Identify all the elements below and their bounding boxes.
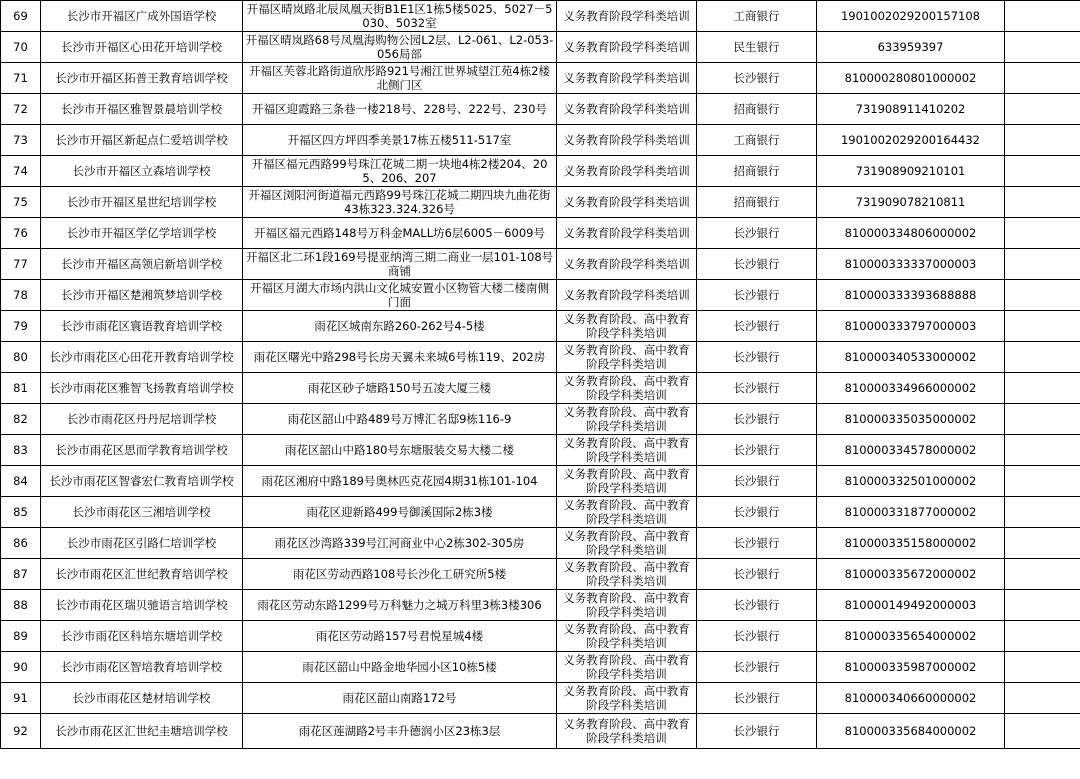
training-type-cell: 义务教育阶段学科类培训	[557, 156, 697, 187]
row-index-cell: 91	[1, 683, 41, 714]
row-index-cell: 81	[1, 373, 41, 404]
account-number-cell: 810000335654000002	[817, 621, 1005, 652]
row-index-cell: 70	[1, 32, 41, 63]
account-number-cell: 810000340533000002	[817, 342, 1005, 373]
school-name-cell: 长沙市雨花区丹丹尼培训学校	[41, 404, 243, 435]
row-index-cell: 75	[1, 187, 41, 218]
empty-cell	[1005, 621, 1080, 652]
training-type-cell: 义务教育阶段、高中教育阶段学科类培训	[557, 528, 697, 559]
table-row	[1, 63, 1080, 94]
address-cell: 雨花区砂子塘路150号五凌大厦三楼	[243, 373, 557, 404]
bank-cell: 工商银行	[697, 1, 817, 32]
table-row	[1, 466, 1080, 497]
account-number-cell: 633959397	[817, 32, 1005, 63]
bank-cell: 长沙银行	[697, 249, 817, 280]
account-number-cell: 731908911410202	[817, 94, 1005, 125]
bank-cell: 长沙银行	[697, 683, 817, 714]
school-name-cell: 长沙市开福区星世纪培训学校	[41, 187, 243, 218]
account-number-cell: 810000335672000002	[817, 559, 1005, 590]
school-name-cell: 长沙市雨花区汇世纪教育培训学校	[41, 559, 243, 590]
training-type-cell: 义务教育阶段学科类培训	[557, 125, 697, 156]
row-index-cell: 78	[1, 280, 41, 311]
empty-cell	[1005, 280, 1080, 311]
bank-cell: 长沙银行	[697, 280, 817, 311]
address-cell: 开福区月湖大市场内洪山文化城安置小区物管大楼二楼南侧门面	[243, 280, 557, 311]
bank-cell: 长沙银行	[697, 435, 817, 466]
address-cell: 雨花区韶山中路金地华园小区10栋5楼	[243, 652, 557, 683]
empty-cell	[1005, 311, 1080, 342]
address-cell: 开福区北二环1段169号提亚纳湾三期二商业一层101-108号商铺	[243, 249, 557, 280]
training-type-cell: 义务教育阶段学科类培训	[557, 63, 697, 94]
school-name-cell: 长沙市开福区新起点仁爱培训学校	[41, 125, 243, 156]
table-row	[1, 125, 1080, 156]
bank-cell: 长沙银行	[697, 714, 817, 749]
account-number-cell: 810000334966000002	[817, 373, 1005, 404]
address-cell: 开福区福元西路99号珠江花城二期一块地4栋2楼204、205、206、207	[243, 156, 557, 187]
empty-cell	[1005, 249, 1080, 280]
empty-cell	[1005, 94, 1080, 125]
address-cell: 开福区晴岚路北辰凤凰天街B1E1区1栋5楼5025、5027－5030、5032室	[243, 1, 557, 32]
school-name-cell: 长沙市雨花区心田花开教育培训学校	[41, 342, 243, 373]
school-name-cell: 长沙市雨花区思而学教育培训学校	[41, 435, 243, 466]
training-type-cell: 义务教育阶段、高中教育阶段学科类培训	[557, 435, 697, 466]
table-row	[1, 621, 1080, 652]
bank-cell: 工商银行	[697, 125, 817, 156]
account-number-cell: 731908909210101	[817, 156, 1005, 187]
school-name-cell: 长沙市雨花区寰语教育培训学校	[41, 311, 243, 342]
address-cell: 雨花区沙湾路339号江河商业中心2栋302-305房	[243, 528, 557, 559]
school-name-cell: 长沙市开福区立森培训学校	[41, 156, 243, 187]
account-number-cell: 810000333393688888	[817, 280, 1005, 311]
row-index-cell: 87	[1, 559, 41, 590]
address-cell: 雨花区曙光中路298号长房天翼未来城6号栋119、202房	[243, 342, 557, 373]
table-row	[1, 280, 1080, 311]
row-index-cell: 89	[1, 621, 41, 652]
bank-cell: 长沙银行	[697, 590, 817, 621]
account-number-cell: 810000334578000002	[817, 435, 1005, 466]
empty-cell	[1005, 373, 1080, 404]
school-name-cell: 长沙市开福区广成外国语学校	[41, 1, 243, 32]
table-row	[1, 373, 1080, 404]
address-cell: 雨花区劳动路157号君悦星城4楼	[243, 621, 557, 652]
table-row	[1, 559, 1080, 590]
table-row	[1, 249, 1080, 280]
training-type-cell: 义务教育阶段、高中教育阶段学科类培训	[557, 714, 697, 749]
school-name-cell: 长沙市开福区心田花开培训学校	[41, 32, 243, 63]
empty-cell	[1005, 63, 1080, 94]
empty-cell	[1005, 342, 1080, 373]
empty-cell	[1005, 32, 1080, 63]
training-type-cell: 义务教育阶段、高中教育阶段学科类培训	[557, 342, 697, 373]
row-index-cell: 69	[1, 1, 41, 32]
table-row	[1, 218, 1080, 249]
address-cell: 雨花区韶山中路489号万博汇名邸9栋116-9	[243, 404, 557, 435]
training-type-cell: 义务教育阶段、高中教育阶段学科类培训	[557, 559, 697, 590]
account-number-cell: 810000340660000002	[817, 683, 1005, 714]
school-name-cell: 长沙市雨花区雅智飞扬教育培训学校	[41, 373, 243, 404]
table-row	[1, 528, 1080, 559]
address-cell: 雨花区韶山中路180号东塘服装交易大楼二楼	[243, 435, 557, 466]
table-row	[1, 342, 1080, 373]
account-number-cell: 810000335987000002	[817, 652, 1005, 683]
account-number-cell: 810000280801000002	[817, 63, 1005, 94]
account-number-cell: 810000149492000003	[817, 590, 1005, 621]
table-row	[1, 32, 1080, 63]
training-type-cell: 义务教育阶段学科类培训	[557, 249, 697, 280]
table-row	[1, 497, 1080, 528]
empty-cell	[1005, 652, 1080, 683]
address-cell: 开福区晴岚路68号凤凰海购物公园L2层、L2-061、L2-053-056局部	[243, 32, 557, 63]
school-name-cell: 长沙市雨花区科培东塘培训学校	[41, 621, 243, 652]
bank-cell: 长沙银行	[697, 218, 817, 249]
table-row	[1, 404, 1080, 435]
table-body	[1, 1, 1080, 749]
address-cell: 雨花区韶山南路172号	[243, 683, 557, 714]
account-number-cell: 1901002029200157108	[817, 1, 1005, 32]
row-index-cell: 79	[1, 311, 41, 342]
bank-cell: 长沙银行	[697, 466, 817, 497]
training-type-cell: 义务教育阶段学科类培训	[557, 94, 697, 125]
table-row	[1, 652, 1080, 683]
training-type-cell: 义务教育阶段学科类培训	[557, 280, 697, 311]
school-name-cell: 长沙市雨花区瑞贝驰语言培训学校	[41, 590, 243, 621]
training-type-cell: 义务教育阶段学科类培训	[557, 1, 697, 32]
empty-cell	[1005, 156, 1080, 187]
account-number-cell: 810000335158000002	[817, 528, 1005, 559]
row-index-cell: 84	[1, 466, 41, 497]
school-name-cell: 长沙市开福区雅智景晨培训学校	[41, 94, 243, 125]
row-index-cell: 74	[1, 156, 41, 187]
empty-cell	[1005, 528, 1080, 559]
table-row	[1, 94, 1080, 125]
account-number-cell: 810000331877000002	[817, 497, 1005, 528]
bank-cell: 招商银行	[697, 187, 817, 218]
account-number-cell: 810000332501000002	[817, 466, 1005, 497]
training-type-cell: 义务教育阶段、高中教育阶段学科类培训	[557, 683, 697, 714]
account-number-cell: 810000335684000002	[817, 714, 1005, 749]
address-cell: 雨花区劳动西路108号长沙化工研究所5楼	[243, 559, 557, 590]
bank-cell: 长沙银行	[697, 404, 817, 435]
training-type-cell: 义务教育阶段、高中教育阶段学科类培训	[557, 404, 697, 435]
table-row	[1, 683, 1080, 714]
address-cell: 雨花区劳动东路1299号万科魅力之城万科里3栋3楼306	[243, 590, 557, 621]
school-name-cell: 长沙市雨花区智睿宏仁教育培训学校	[41, 466, 243, 497]
address-cell: 开福区芙蓉北路街道欣彤路921号湘江世界城望江苑4栋2楼北侧门区	[243, 63, 557, 94]
bank-cell: 长沙银行	[697, 63, 817, 94]
bank-cell: 长沙银行	[697, 652, 817, 683]
account-number-cell: 810000334806000002	[817, 218, 1005, 249]
training-type-cell: 义务教育阶段学科类培训	[557, 187, 697, 218]
training-type-cell: 义务教育阶段、高中教育阶段学科类培训	[557, 497, 697, 528]
address-cell: 开福区迎霞路三条巷一楼218号、228号、222号、230号	[243, 94, 557, 125]
address-cell: 雨花区迎新路499号御溪国际2栋3楼	[243, 497, 557, 528]
school-name-cell: 长沙市雨花区智培教育培训学校	[41, 652, 243, 683]
account-number-cell: 810000333337000003	[817, 249, 1005, 280]
row-index-cell: 77	[1, 249, 41, 280]
empty-cell	[1005, 218, 1080, 249]
empty-cell	[1005, 187, 1080, 218]
school-name-cell: 长沙市雨花区三湘培训学校	[41, 497, 243, 528]
address-cell: 雨花区湘府中路189号奥林匹克花园4期31栋101-104	[243, 466, 557, 497]
row-index-cell: 86	[1, 528, 41, 559]
school-name-cell: 长沙市开福区学亿学培训学校	[41, 218, 243, 249]
bank-cell: 长沙银行	[697, 528, 817, 559]
row-index-cell: 85	[1, 497, 41, 528]
school-name-cell: 长沙市雨花区汇世纪圭塘培训学校	[41, 714, 243, 749]
row-index-cell: 90	[1, 652, 41, 683]
account-number-cell: 731909078210811	[817, 187, 1005, 218]
account-number-cell: 1901002029200164432	[817, 125, 1005, 156]
address-cell: 开福区福元西路148号万科金MALL坊6层6005－6009号	[243, 218, 557, 249]
row-index-cell: 71	[1, 63, 41, 94]
empty-cell	[1005, 497, 1080, 528]
table-row	[1, 311, 1080, 342]
empty-cell	[1005, 714, 1080, 749]
table-row	[1, 435, 1080, 466]
row-index-cell: 82	[1, 404, 41, 435]
empty-cell	[1005, 435, 1080, 466]
bank-cell: 长沙银行	[697, 497, 817, 528]
training-type-cell: 义务教育阶段、高中教育阶段学科类培训	[557, 311, 697, 342]
bank-cell: 招商银行	[697, 156, 817, 187]
school-name-cell: 长沙市开福区楚湘筑梦培训学校	[41, 280, 243, 311]
empty-cell	[1005, 404, 1080, 435]
bank-cell: 民生银行	[697, 32, 817, 63]
address-cell: 雨花区城南东路260-262号4-5楼	[243, 311, 557, 342]
empty-cell	[1005, 559, 1080, 590]
training-type-cell: 义务教育阶段学科类培训	[557, 218, 697, 249]
bank-cell: 长沙银行	[697, 311, 817, 342]
account-number-cell: 810000333797000003	[817, 311, 1005, 342]
empty-cell	[1005, 590, 1080, 621]
row-index-cell: 72	[1, 94, 41, 125]
table-row	[1, 590, 1080, 621]
bank-cell: 长沙银行	[697, 559, 817, 590]
address-cell: 开福区四方坪四季美景17栋五楼511-517室	[243, 125, 557, 156]
account-number-cell: 810000335035000002	[817, 404, 1005, 435]
bank-cell: 长沙银行	[697, 373, 817, 404]
empty-cell	[1005, 466, 1080, 497]
row-index-cell: 76	[1, 218, 41, 249]
empty-cell	[1005, 683, 1080, 714]
row-index-cell: 80	[1, 342, 41, 373]
school-name-cell: 长沙市开福区高领启新培训学校	[41, 249, 243, 280]
table-row	[1, 714, 1080, 749]
address-cell: 雨花区莲湖路2号丰升德润小区23栋3层	[243, 714, 557, 749]
table-row	[1, 187, 1080, 218]
bank-cell: 长沙银行	[697, 342, 817, 373]
row-index-cell: 73	[1, 125, 41, 156]
bank-cell: 长沙银行	[697, 621, 817, 652]
training-type-cell: 义务教育阶段、高中教育阶段学科类培训	[557, 466, 697, 497]
school-name-cell: 长沙市雨花区楚材培训学校	[41, 683, 243, 714]
training-type-cell: 义务教育阶段、高中教育阶段学科类培训	[557, 590, 697, 621]
school-name-cell: 长沙市开福区拓普王教育培训学校	[41, 63, 243, 94]
row-index-cell: 83	[1, 435, 41, 466]
row-index-cell: 92	[1, 714, 41, 749]
training-type-cell: 义务教育阶段学科类培训	[557, 32, 697, 63]
training-type-cell: 义务教育阶段、高中教育阶段学科类培训	[557, 373, 697, 404]
table-row	[1, 156, 1080, 187]
training-type-cell: 义务教育阶段、高中教育阶段学科类培训	[557, 621, 697, 652]
empty-cell	[1005, 1, 1080, 32]
bank-cell: 招商银行	[697, 94, 817, 125]
address-cell: 开福区浏阳河街道福元西路99号珠江花城二期四块九曲花街43栋323.324.326号	[243, 187, 557, 218]
empty-cell	[1005, 125, 1080, 156]
table-row	[1, 1, 1080, 32]
row-index-cell: 88	[1, 590, 41, 621]
school-name-cell: 长沙市雨花区引路仁培训学校	[41, 528, 243, 559]
training-type-cell: 义务教育阶段、高中教育阶段学科类培训	[557, 652, 697, 683]
